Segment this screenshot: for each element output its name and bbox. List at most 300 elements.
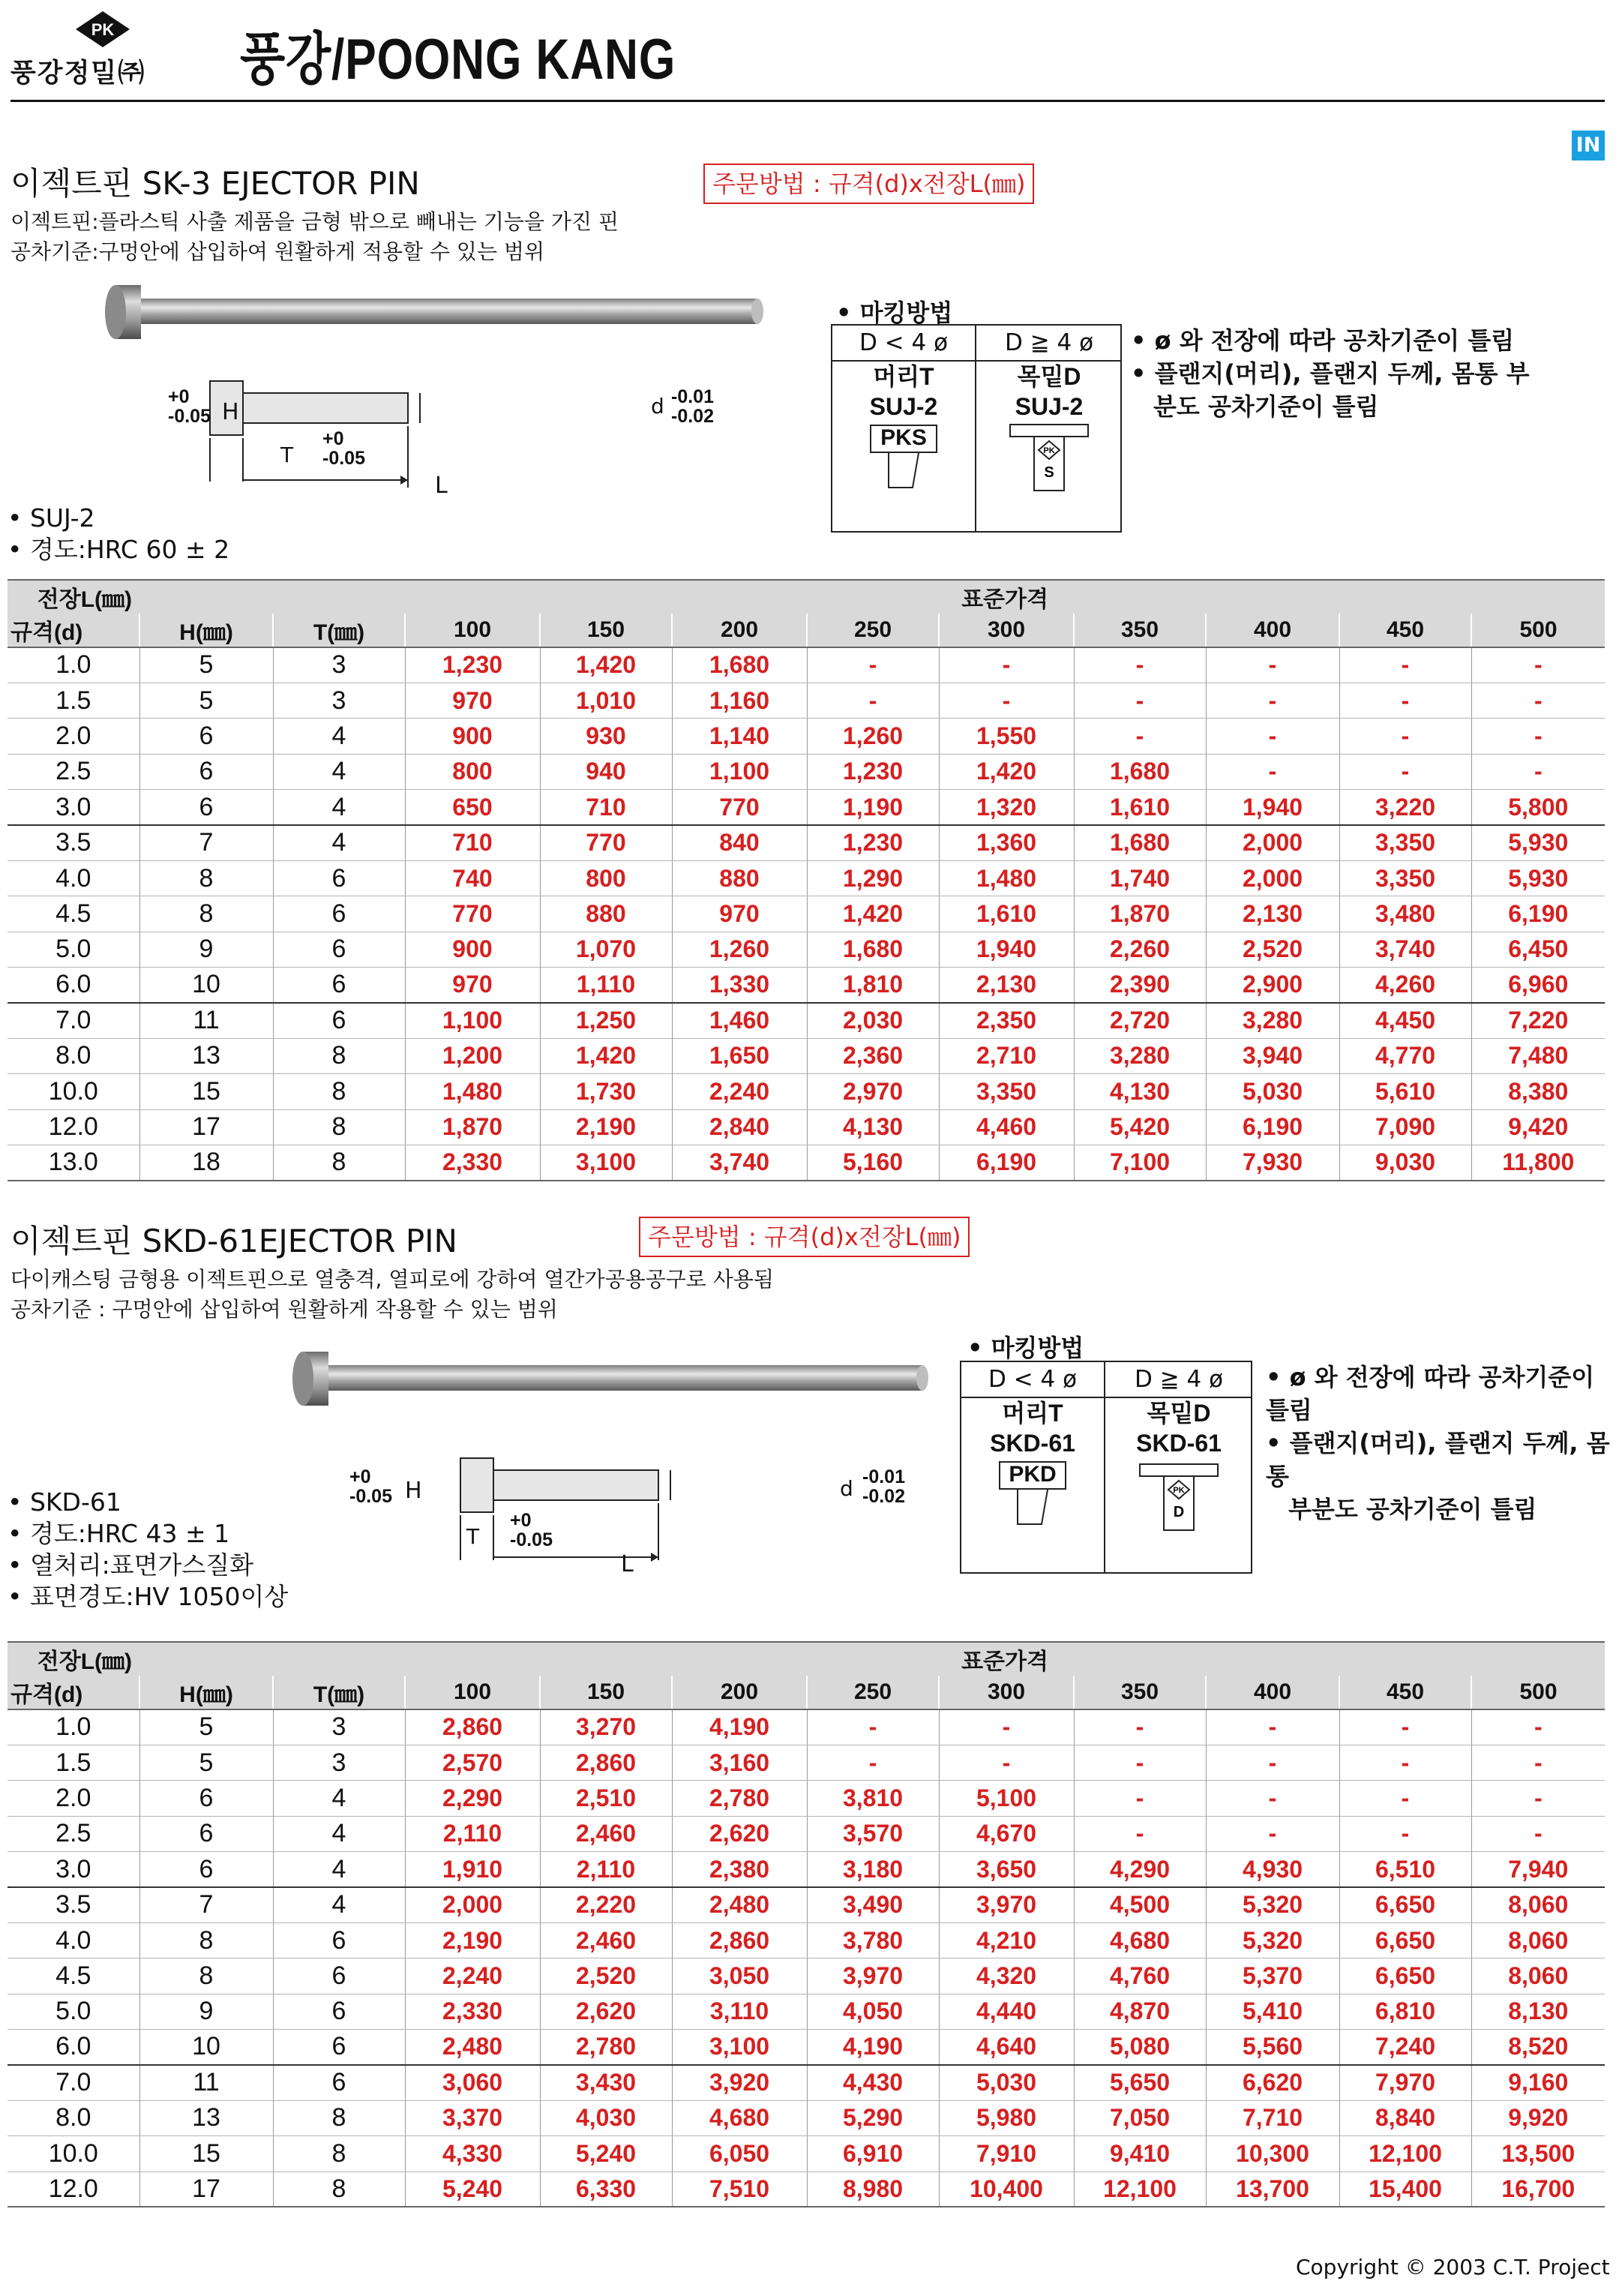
cell-price: - (1471, 1709, 1605, 1745)
section1-desc-1: 이젝트핀:플라스틱 사출 제품을 금형 밖으로 빼내는 기능을 가진 핀 (10, 209, 619, 234)
cell-price: 1,680 (807, 932, 939, 967)
cell-price: 9,030 (1339, 1145, 1471, 1180)
cell-h: 9 (139, 1994, 273, 2029)
cell-price: 6,510 (1339, 1852, 1471, 1887)
cell-size: 4.5 (7, 896, 139, 932)
table-row (7, 1109, 1605, 1145)
cell-price: - (1471, 1745, 1605, 1780)
cell-price: 15,400 (1339, 2171, 1471, 2207)
cell-price: 5,930 (1471, 825, 1605, 860)
cell-price: - (1206, 1745, 1339, 1780)
cell-size: 5.0 (7, 1994, 139, 2029)
header-length-6: 400 (1206, 614, 1339, 647)
cell-price: 5,930 (1471, 860, 1605, 896)
cell-price: 3,740 (1339, 932, 1471, 967)
cell-price: 11,800 (1471, 1145, 1605, 1180)
cell-t: 3 (273, 683, 405, 718)
cell-price: 2,620 (540, 1994, 672, 2029)
cell-price: - (807, 1709, 939, 1745)
header-spacer (139, 1642, 405, 1676)
header-length-1: 150 (540, 614, 672, 647)
cell-t: 4 (273, 1887, 405, 1922)
table-row (7, 1145, 1605, 1180)
cell-price: - (1074, 1816, 1206, 1851)
cell-price: - (1339, 647, 1471, 683)
cell-size: 4.0 (7, 860, 139, 896)
cell-size: 7.0 (7, 2065, 139, 2100)
cell-price: 2,000 (1206, 860, 1339, 896)
section2-order-method: 주문방법 : 규격(d)x전장L(㎜) (639, 1217, 970, 1257)
cell-price: 5,160 (807, 1145, 939, 1180)
cell-price: 13,700 (1206, 2171, 1339, 2207)
cell-price: - (1471, 1816, 1605, 1851)
cell-price: 2,510 (540, 1781, 672, 1816)
copyright: Copyright © 2003 C.T. Project (1296, 2255, 1610, 2279)
cell-price: - (939, 1709, 1074, 1745)
cell-price: - (1339, 1816, 1471, 1851)
cell-price: 4,460 (939, 1109, 1074, 1145)
table-row (7, 683, 1605, 718)
cell-t: 3 (273, 1745, 405, 1780)
cell-price: 6,650 (1339, 1922, 1471, 1958)
cell-price: 5,100 (939, 1781, 1074, 1816)
cell-price: 1,260 (672, 932, 807, 967)
s2-pin-head-sketch (995, 1490, 1070, 1527)
cell-t: 8 (273, 1109, 405, 1145)
cell-t: 6 (273, 1003, 405, 1038)
section1-price-table (7, 579, 1605, 1181)
s1-marking-col-large: D ≧ 4 ø 목밑D SUJ-2 PK S (976, 326, 1122, 531)
cell-size: 1.0 (7, 1709, 139, 1745)
cell-price: 8,840 (1339, 2100, 1471, 2135)
cell-price: 8,980 (807, 2171, 939, 2207)
cell-size: 3.5 (7, 1887, 139, 1922)
s2-stamp-code: D (1173, 1504, 1185, 1520)
cell-price: 6,050 (672, 2136, 807, 2171)
cell-h: 5 (139, 683, 273, 718)
cell-price: 4,760 (1074, 1958, 1206, 1994)
cell-price: 6,960 (1471, 968, 1605, 1003)
table-row (7, 2030, 1605, 2065)
cell-price: 710 (540, 790, 672, 825)
cell-price: 2,240 (672, 1074, 807, 1109)
cell-price: 4,440 (939, 1994, 1074, 2029)
cell-h: 15 (139, 1074, 273, 1109)
cell-price: 12,100 (1339, 2136, 1471, 2171)
table-row (7, 1887, 1605, 1922)
cell-price: 3,280 (1074, 1038, 1206, 1073)
cell-size: 8.0 (7, 2100, 139, 2135)
s1-pks-stamp: PKS (870, 425, 937, 453)
cell-t: 6 (273, 932, 405, 967)
cell-h: 18 (139, 1145, 273, 1180)
cell-price: - (939, 1745, 1074, 1780)
cell-price: 8,380 (1471, 1074, 1605, 1109)
section1-order-method: 주문방법 : 규격(d)x전장L(㎜) (703, 164, 1034, 204)
s1-h-tolerance: +0 -0.05 (168, 386, 211, 427)
section2-props: • SKD-61 • 경도:HRC 43 ± 1 • 열처리:표면가스질화 • 표면경도:HV 1050이상 (7, 1487, 289, 1611)
cell-t: 6 (273, 1994, 405, 2029)
cell-price: 1,680 (1074, 825, 1206, 860)
cell-t: 4 (273, 825, 405, 860)
cell-price: 1,730 (540, 1074, 672, 1109)
cell-price: 3,940 (1206, 1038, 1339, 1073)
table-row (7, 790, 1605, 825)
table-row (7, 1074, 1605, 1109)
cell-price: 7,510 (672, 2171, 807, 2207)
cell-price: 2,130 (939, 968, 1074, 1003)
table-row (7, 1038, 1605, 1073)
cell-price: 7,710 (1206, 2100, 1339, 2135)
s2-marking-heading: • 마킹방법 (967, 1334, 1084, 1362)
cell-price: 3,430 (540, 2065, 672, 2100)
cell-price: 4,640 (939, 2030, 1074, 2065)
cell-price: 6,910 (807, 2136, 939, 2171)
table-row (7, 2171, 1605, 2207)
table-row (7, 754, 1605, 789)
cell-price: - (939, 647, 1074, 683)
s1-marking-col-small: D < 4 ø 머리T SUJ-2 PKS (832, 326, 976, 531)
cell-price: 5,370 (1206, 1958, 1339, 1994)
cell-price: - (1206, 754, 1339, 789)
cell-price: 2,350 (939, 1003, 1074, 1038)
cell-price: - (1471, 1781, 1605, 1816)
cell-price: 3,970 (939, 1887, 1074, 1922)
header-length-5: 350 (1074, 614, 1206, 647)
header-size-label: 규격(d) (7, 1676, 139, 1709)
cell-price: 1,320 (939, 790, 1074, 825)
header-price-label: 표준가격 (405, 1642, 1605, 1676)
cell-price: 2,330 (405, 1145, 540, 1180)
cell-price: 2,110 (405, 1816, 540, 1851)
cell-size: 1.5 (7, 1745, 139, 1780)
cell-h: 11 (139, 2065, 273, 2100)
cell-price: 740 (405, 860, 540, 896)
table-header-row (7, 1642, 1605, 1676)
cell-price: 1,910 (405, 1852, 540, 1887)
header-price-label: 표준가격 (405, 580, 1605, 614)
cell-price: 1,610 (939, 896, 1074, 932)
cell-price: 800 (405, 754, 540, 789)
cell-price: 5,030 (1206, 1074, 1339, 1109)
cell-price: 7,240 (1339, 2030, 1471, 2065)
cell-price: 2,110 (540, 1852, 672, 1887)
cell-price: - (1339, 754, 1471, 789)
cell-price: 9,420 (1471, 1109, 1605, 1145)
cell-t: 6 (273, 1922, 405, 1958)
cell-t: 6 (273, 2030, 405, 2065)
cell-price: 1,810 (807, 968, 939, 1003)
cell-size: 1.0 (7, 647, 139, 683)
cell-price: 4,430 (807, 2065, 939, 2100)
cell-price: 1,010 (540, 683, 672, 718)
table-row (7, 896, 1605, 932)
cell-price: 2,860 (540, 1745, 672, 1780)
header-length-8: 500 (1471, 614, 1605, 647)
cell-price: 2,620 (672, 1816, 807, 1851)
cell-price: 4,870 (1074, 1994, 1206, 2029)
table-row (7, 1958, 1605, 1994)
table-row (7, 719, 1605, 754)
company-name: 풍강정밀㈜ (10, 59, 146, 89)
table-row (7, 1709, 1605, 1745)
s1-marking-table (831, 324, 1122, 533)
s2-d-tolerance: -0.01 -0.02 (862, 1466, 905, 1507)
cell-h: 8 (139, 860, 273, 896)
cell-price: 900 (405, 932, 540, 967)
cell-price: 4,450 (1339, 1003, 1471, 1038)
cell-price: 2,000 (405, 1887, 540, 1922)
cell-price: 7,050 (1074, 2100, 1206, 2135)
s2-l-label: L (621, 1551, 634, 1577)
cell-price: 1,330 (672, 968, 807, 1003)
section1-props: • SUJ-2 • 경도:HRC 60 ± 2 (7, 503, 230, 564)
cell-price: 970 (405, 683, 540, 718)
cell-price: 5,560 (1206, 2030, 1339, 2065)
cell-price: - (1471, 719, 1605, 754)
cell-price: 1,420 (540, 647, 672, 683)
cell-price: 2,860 (672, 1922, 807, 1958)
cell-price: 1,250 (540, 1003, 672, 1038)
cell-price: - (1206, 719, 1339, 754)
cell-price: - (1206, 647, 1339, 683)
cell-price: 6,620 (1206, 2065, 1339, 2100)
cell-price: 1,480 (405, 1074, 540, 1109)
header-t-label: T(㎜) (273, 1676, 405, 1709)
cell-price: 2,780 (540, 2030, 672, 2065)
cell-price: 2,520 (1206, 932, 1339, 967)
cell-h: 5 (139, 1709, 273, 1745)
table-row (7, 2136, 1605, 2171)
s2-neck-stamp-sketch (1134, 1458, 1224, 1533)
cell-price: 880 (672, 860, 807, 896)
cell-price: 3,350 (939, 1074, 1074, 1109)
cell-price: 7,090 (1339, 1109, 1471, 1145)
cell-price: 2,710 (939, 1038, 1074, 1073)
cell-price: 2,570 (405, 1745, 540, 1780)
cell-price: - (1339, 1745, 1471, 1780)
cell-price: 2,360 (807, 1038, 939, 1073)
cell-t: 8 (273, 1074, 405, 1109)
section1-desc-2: 공차기준:구멍안에 삽입하여 원활하게 적용할 수 있는 범위 (10, 239, 544, 264)
s1-pin-head-sketch (866, 453, 941, 491)
cell-t: 4 (273, 1852, 405, 1887)
header-length-5: 350 (1074, 1676, 1206, 1709)
cell-h: 7 (139, 1887, 273, 1922)
cell-h: 6 (139, 1816, 273, 1851)
table-row (7, 860, 1605, 896)
section2-desc-1: 다이캐스팅 금형용 이젝트핀으로 열충격, 열피로에 강하여 열간가공용공구로 사용됨 (10, 1267, 774, 1292)
cell-h: 5 (139, 647, 273, 683)
cell-price: 4,190 (672, 1709, 807, 1745)
cell-price: 4,050 (807, 1994, 939, 2029)
cell-price: - (1074, 1781, 1206, 1816)
cell-price: 1,460 (672, 1003, 807, 1038)
cell-price: 650 (405, 790, 540, 825)
cell-price: 5,240 (540, 2136, 672, 2171)
cell-price: 3,350 (1339, 825, 1471, 860)
s1-t-tolerance: +0 -0.05 (322, 428, 365, 469)
header-length-0: 100 (405, 614, 540, 647)
table-row (7, 1781, 1605, 1816)
cell-price: - (1206, 683, 1339, 718)
cell-price: 4,030 (540, 2100, 672, 2135)
cell-price: 16,700 (1471, 2171, 1605, 2207)
cell-price: 1,260 (807, 719, 939, 754)
cell-price: 3,270 (540, 1709, 672, 1745)
cell-t: 6 (273, 896, 405, 932)
cell-price: 2,480 (405, 2030, 540, 2065)
s1-d-label: d (651, 394, 664, 419)
cell-price: 1,420 (939, 754, 1074, 789)
cell-price: 6,650 (1339, 1958, 1471, 1994)
cell-price: 5,080 (1074, 2030, 1206, 2065)
table-subheader-row (7, 1676, 1605, 1709)
cell-price: 8,520 (1471, 2030, 1605, 2065)
header-length-6: 400 (1206, 1676, 1339, 1709)
table-row (7, 1994, 1605, 2029)
cell-price: 7,970 (1339, 2065, 1471, 2100)
cell-price: - (1206, 1781, 1339, 1816)
table-row (7, 1922, 1605, 1958)
cell-price: 5,320 (1206, 1887, 1339, 1922)
s1-t-label: T (280, 443, 294, 467)
cell-h: 8 (139, 896, 273, 932)
cell-h: 6 (139, 1852, 273, 1887)
cell-h: 10 (139, 968, 273, 1003)
cell-size: 1.5 (7, 683, 139, 718)
in-badge: IN (1572, 131, 1605, 161)
cell-size: 8.0 (7, 1038, 139, 1073)
cell-price: 880 (540, 896, 672, 932)
cell-price: - (1074, 683, 1206, 718)
s1-marking-heading: • 마킹방법 (836, 299, 953, 327)
cell-price: - (1339, 683, 1471, 718)
cell-price: 3,100 (672, 2030, 807, 2065)
cell-price: 5,980 (939, 2100, 1074, 2135)
cell-price: 7,480 (1471, 1038, 1605, 1073)
cell-size: 4.0 (7, 1922, 139, 1958)
s2-pkd-stamp: PKD (999, 1461, 1066, 1490)
s2-t-tolerance: +0 -0.05 (510, 1510, 553, 1550)
cell-t: 8 (273, 2100, 405, 2135)
cell-price: 4,500 (1074, 1887, 1206, 1922)
cell-price: 770 (672, 790, 807, 825)
cell-price: 1,360 (939, 825, 1074, 860)
header-length-8: 500 (1471, 1676, 1605, 1709)
cell-price: - (807, 1745, 939, 1780)
cell-price: 2,900 (1206, 968, 1339, 1003)
cell-price: 4,680 (672, 2100, 807, 2135)
s2-marking-col-large: D ≧ 4 ø 목밑D SKD-61 PK D (1105, 1362, 1252, 1572)
header-length-0: 100 (405, 1676, 540, 1709)
cell-t: 6 (273, 860, 405, 896)
cell-size: 2.5 (7, 754, 139, 789)
cell-price: 9,410 (1074, 2136, 1206, 2171)
cell-price: 8,060 (1471, 1887, 1605, 1922)
cell-price: 6,190 (1471, 896, 1605, 932)
cell-price: 940 (540, 754, 672, 789)
cell-price: - (1074, 1709, 1206, 1745)
cell-t: 3 (273, 1709, 405, 1745)
cell-h: 13 (139, 1038, 273, 1073)
cell-size: 10.0 (7, 1074, 139, 1109)
cell-price: 1,140 (672, 719, 807, 754)
brand-title: 풍강/POONG KANG (240, 28, 676, 92)
table-row (7, 2100, 1605, 2135)
cell-price: 6,330 (540, 2171, 672, 2207)
s2-marking-col-small: D < 4 ø 머리T SKD-61 PKD (961, 1362, 1105, 1572)
cell-price: - (807, 683, 939, 718)
cell-price: - (1471, 754, 1605, 789)
s2-h-tolerance: +0 -0.05 (349, 1466, 392, 1507)
cell-price: 7,220 (1471, 1003, 1605, 1038)
cell-price: 3,110 (672, 1994, 807, 2029)
cell-h: 17 (139, 2171, 273, 2207)
cell-price: 3,970 (807, 1958, 939, 1994)
cell-h: 7 (139, 825, 273, 860)
cell-price: 3,480 (1339, 896, 1471, 932)
header-length-4: 300 (939, 1676, 1074, 1709)
cell-price: 900 (405, 719, 540, 754)
cell-price: 1,230 (807, 754, 939, 789)
cell-price: 1,290 (807, 860, 939, 896)
cell-price: 3,160 (672, 1745, 807, 1780)
cell-price: - (1471, 683, 1605, 718)
cell-price: - (1074, 1745, 1206, 1780)
s2-marking-notes: • ø 와 전장에 따라 공차기준이 틀림 • 플랜지(머리), 플랜지 두께, 몸통 부분도 공차기준이 틀림 (1266, 1363, 1610, 1523)
cell-price: 3,060 (405, 2065, 540, 2100)
cell-price: 7,100 (1074, 1145, 1206, 1180)
cell-price: 1,100 (405, 1003, 540, 1038)
cell-price: - (807, 647, 939, 683)
cell-price: - (939, 683, 1074, 718)
cell-price: 1,870 (405, 1109, 540, 1145)
cell-size: 12.0 (7, 2171, 139, 2207)
section2-price-table (7, 1641, 1605, 2207)
cell-price: 8,130 (1471, 1994, 1605, 2029)
cell-price: 4,930 (1206, 1852, 1339, 1887)
cell-price: 7,940 (1471, 1852, 1605, 1887)
cell-price: 3,280 (1206, 1003, 1339, 1038)
svg-text:PK: PK (91, 20, 115, 39)
s1-l-label: L (435, 473, 448, 499)
header-length-3: 250 (807, 1676, 939, 1709)
cell-price: 3,740 (672, 1145, 807, 1180)
cell-h: 6 (139, 754, 273, 789)
cell-size: 3.0 (7, 1852, 139, 1887)
table-row (7, 2065, 1605, 2100)
cell-price: 3,350 (1339, 860, 1471, 896)
cell-price: 9,160 (1471, 2065, 1605, 2100)
cell-price: 1,940 (1206, 790, 1339, 825)
cell-h: 17 (139, 1109, 273, 1145)
cell-size: 2.0 (7, 1781, 139, 1816)
cell-price: - (1074, 647, 1206, 683)
cell-price: 2,260 (1074, 932, 1206, 967)
cell-h: 8 (139, 1958, 273, 1994)
cell-price: 970 (405, 968, 540, 1003)
header-divider (10, 100, 1605, 102)
cell-t: 4 (273, 790, 405, 825)
s2-t-label: T (466, 1524, 480, 1549)
cell-size: 3.5 (7, 825, 139, 860)
header-length-7: 450 (1339, 1676, 1471, 1709)
cell-price: 4,290 (1074, 1852, 1206, 1887)
table-row (7, 647, 1605, 683)
cell-price: 3,920 (672, 2065, 807, 2100)
cell-price: 1,190 (807, 790, 939, 825)
